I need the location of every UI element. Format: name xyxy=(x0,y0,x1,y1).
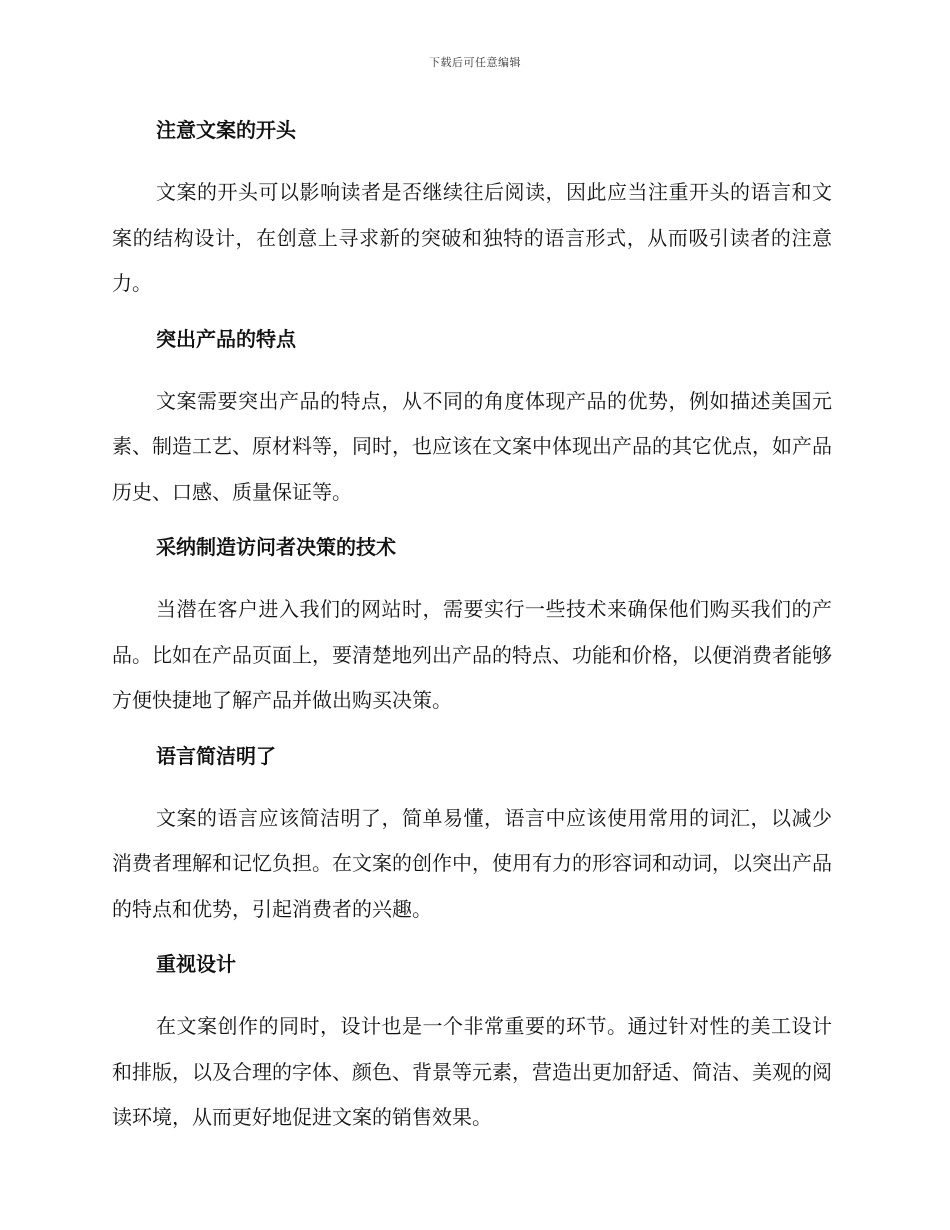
section-design xyxy=(112,946,832,1141)
section-paragraph: 当潜在客户进入我们的网站时，需要实行一些技术来确保他们购买我们的产品。比如在产品页面上，要清楚地列出产品的特点、功能和价格，以便消费者能够方便快捷地了解产品并做出购买决策。 xyxy=(112,597,832,712)
section-heading: 注意文案的开头 xyxy=(156,118,296,142)
section-heading: 突出产品的特点 xyxy=(156,326,296,351)
section-paragraph: 在文案创作的同时，设计也是一个非常重要的环节。通过针对性的美工设计和排版，以及合理的字体、颜色、背景等元素，营造出更加舒适、简洁、美观的阅读环境，从而更好地促进文案的销售效果。 xyxy=(112,1014,832,1129)
section-opening xyxy=(112,112,832,307)
section-paragraph: 文案需要突出产品的特点，从不同的角度体现产品的优势，例如描述美国元素、制造工艺、原材料等，同时，也应该在文案中体现出产品的其它优点，如产品历史、口感、质量保证等。 xyxy=(112,388,832,504)
section-paragraph: 文案的语言应该简洁明了，简单易懂，语言中应该使用常用的词汇，以减少消费者理解和记忆负担。在文案的创作中，使用有力的形容词和动词，以突出产品的特点和优势，引起消费者的兴趣。 xyxy=(112,805,832,921)
document-body xyxy=(112,112,832,1155)
section-concise-language xyxy=(112,738,832,933)
section-product-features xyxy=(112,321,832,516)
section-paragraph: 文案的开头可以影响读者是否继续往后阅读，因此应当注重开头的语言和文案的结构设计，在创意上寻求新的突破和独特的语言形式，从而吸引读者的注意力。 xyxy=(112,180,832,295)
section-heading: 采纳制造访问者决策的技术 xyxy=(156,535,396,559)
section-heading: 语言简洁明了 xyxy=(156,743,276,768)
page-header-note: 下载后可任意编辑 xyxy=(429,56,521,69)
section-heading: 重视设计 xyxy=(156,952,236,976)
section-decision-techniques xyxy=(112,529,832,724)
